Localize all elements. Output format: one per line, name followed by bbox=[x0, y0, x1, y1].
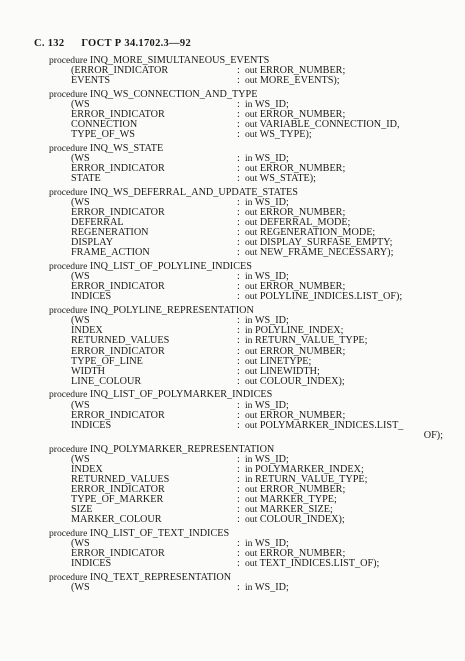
parameter-mode: out bbox=[245, 207, 258, 219]
parameter-type: DISPLAY_SURFASE_EMPTY; bbox=[259, 237, 393, 249]
parameter-mode: in bbox=[245, 453, 253, 465]
parameter-type: WS_ID; bbox=[254, 315, 289, 327]
parameter-type: ERROR_NUMBER; bbox=[259, 65, 346, 77]
colon-separator: : bbox=[237, 483, 240, 495]
colon-separator: : bbox=[237, 227, 240, 239]
colon-separator: : bbox=[237, 537, 240, 549]
parameter-mode: out bbox=[245, 494, 258, 505]
parameter-spec bbox=[245, 377, 345, 387]
procedure-keyword: procedure bbox=[49, 571, 88, 583]
parameter-mode: out bbox=[245, 409, 258, 421]
colon-separator: : bbox=[237, 65, 240, 77]
parameter-spec bbox=[245, 421, 403, 431]
parameter-type: WS_STATE); bbox=[259, 173, 316, 185]
parameter-type: RETURN_VALUE_TYPE; bbox=[255, 473, 368, 485]
parameter-mode: in bbox=[245, 399, 253, 411]
parameter-mode: in bbox=[245, 581, 253, 593]
procedure-name: INQ_LIST_OF_POLYMARKER_INDICES bbox=[89, 389, 273, 401]
parameter-name: (WS bbox=[71, 315, 90, 327]
parameter-spec bbox=[245, 76, 340, 86]
procedure-keyword: procedure bbox=[49, 55, 88, 66]
parameter-type: ERROR_NUMBER; bbox=[259, 207, 346, 219]
colon-separator: : bbox=[237, 271, 240, 283]
colon-separator: : bbox=[237, 365, 240, 377]
parameter-spec bbox=[245, 515, 345, 525]
parameter-mode: out bbox=[245, 129, 258, 141]
parameter-row bbox=[49, 292, 449, 302]
colon-separator: : bbox=[237, 281, 240, 293]
colon-separator: : bbox=[237, 463, 240, 475]
parameter-mode: out bbox=[245, 163, 258, 175]
colon-separator: : bbox=[237, 325, 240, 337]
parameter-mode: out bbox=[245, 173, 258, 185]
colon-separator: : bbox=[237, 153, 240, 165]
parameter-name: (WS bbox=[71, 581, 90, 593]
parameter-mode: in bbox=[245, 197, 253, 208]
colon-separator: : bbox=[237, 291, 240, 303]
parameter-name: DEFERRAL bbox=[71, 217, 124, 229]
colon-separator: : bbox=[237, 207, 240, 219]
parameter-spec bbox=[245, 559, 379, 569]
line-continuation: OF); bbox=[423, 429, 443, 441]
parameter-mode: in bbox=[245, 271, 253, 283]
parameter-mode: out bbox=[245, 75, 258, 87]
procedure-block bbox=[49, 90, 449, 140]
parameter-row bbox=[49, 130, 449, 140]
procedure-block bbox=[49, 390, 449, 440]
parameter-spec bbox=[245, 174, 316, 184]
parameter-mode: out bbox=[245, 217, 258, 229]
procedure-block bbox=[49, 262, 449, 302]
parameter-name: TYPE_OF_LINE bbox=[71, 355, 143, 367]
parameter-mode: out bbox=[245, 109, 258, 121]
colon-separator: : bbox=[237, 98, 240, 110]
parameter-type: WS_ID; bbox=[254, 581, 289, 593]
parameter-name: FRAME_ACTION bbox=[71, 247, 150, 259]
parameter-type: MARKER_SIZE; bbox=[259, 504, 333, 516]
parameter-row bbox=[49, 76, 449, 86]
parameter-name: ERROR_INDICATOR bbox=[71, 109, 165, 121]
parameter-name: (WS bbox=[71, 453, 90, 465]
procedure-block bbox=[49, 306, 449, 387]
parameter-mode: out bbox=[245, 355, 258, 367]
parameter-type: POLYMARKER_INDEX; bbox=[255, 463, 364, 475]
parameter-row bbox=[49, 248, 449, 258]
parameter-name: INDICES bbox=[71, 291, 112, 303]
page-header bbox=[34, 38, 191, 49]
parameter-spec bbox=[245, 130, 312, 140]
parameter-name: (WS bbox=[71, 537, 90, 549]
colon-separator: : bbox=[237, 581, 240, 593]
parameter-name: ERROR_INDICATOR bbox=[71, 163, 165, 175]
colon-separator: : bbox=[237, 109, 240, 121]
procedure-name: INQ_WS_STATE bbox=[89, 142, 164, 154]
parameter-row bbox=[49, 559, 449, 569]
colon-separator: : bbox=[237, 237, 240, 249]
parameter-name: REGENERATION bbox=[71, 227, 149, 239]
parameter-type: MORE_EVENTS); bbox=[259, 75, 340, 87]
parameter-spec bbox=[245, 292, 402, 302]
colon-separator: : bbox=[237, 75, 240, 87]
colon-separator: : bbox=[237, 217, 240, 229]
colon-separator: : bbox=[237, 514, 240, 526]
parameter-type: COLOUR_INDEX); bbox=[259, 375, 345, 387]
parameter-type: WS_ID; bbox=[254, 271, 289, 283]
parameter-mode: out bbox=[245, 119, 258, 131]
parameter-type: ERROR_NUMBER; bbox=[259, 281, 346, 293]
parameter-type: POLYLINE_INDICES.LIST_OF); bbox=[259, 291, 403, 303]
colon-separator: : bbox=[237, 163, 240, 175]
parameter-type: ERROR_NUMBER; bbox=[259, 409, 346, 421]
colon-separator: : bbox=[237, 345, 240, 357]
parameter-type: WS_ID; bbox=[254, 153, 289, 165]
parameter-name: ERROR_INDICATOR bbox=[71, 345, 165, 357]
parameter-mode: out bbox=[245, 227, 258, 239]
parameter-name: WIDTH bbox=[71, 365, 105, 377]
procedure-listing bbox=[49, 56, 449, 597]
parameter-type: VARIABLE_CONNECTION_ID, bbox=[259, 119, 400, 131]
parameter-name: (WS bbox=[71, 399, 90, 411]
parameter-type: COLOUR_INDEX); bbox=[259, 514, 345, 526]
parameter-name: ERROR_INDICATOR bbox=[71, 483, 165, 495]
parameter-mode: in bbox=[245, 315, 253, 327]
parameter-name: INDEX bbox=[71, 325, 103, 337]
parameter-type: WS_ID; bbox=[254, 537, 289, 549]
parameter-mode: in bbox=[245, 325, 253, 337]
procedure-name: INQ_MORE_SIMULTANEOUS_EVENTS bbox=[89, 55, 270, 66]
parameter-name: (ERROR_INDICATOR bbox=[71, 65, 169, 77]
parameter-name: INDEX bbox=[71, 463, 103, 475]
colon-separator: : bbox=[237, 247, 240, 259]
procedure-name: INQ_POLYMARKER_REPRESENTATION bbox=[89, 443, 275, 455]
parameter-mode: in bbox=[245, 153, 253, 165]
parameter-mode: out bbox=[245, 375, 258, 387]
parameter-type: RETURN_VALUE_TYPE; bbox=[255, 335, 368, 347]
procedure-block bbox=[49, 573, 449, 593]
colon-separator: : bbox=[237, 129, 240, 141]
colon-separator: : bbox=[237, 494, 240, 505]
parameter-mode: out bbox=[245, 345, 258, 357]
parameter-name: ERROR_INDICATOR bbox=[71, 409, 165, 421]
parameter-mode: out bbox=[245, 65, 258, 77]
colon-separator: : bbox=[237, 504, 240, 516]
parameter-mode: out bbox=[245, 237, 258, 249]
parameter-type: ERROR_NUMBER; bbox=[259, 163, 346, 175]
parameter-mode: in bbox=[245, 335, 253, 347]
parameter-mode: in bbox=[245, 98, 253, 110]
parameter-row bbox=[49, 174, 449, 184]
parameter-name: ERROR_INDICATOR bbox=[71, 281, 165, 293]
parameter-name: EVENTS bbox=[71, 75, 111, 87]
parameter-name: TYPE_OF_WS bbox=[71, 129, 135, 141]
colon-separator: : bbox=[237, 315, 240, 327]
parameter-mode: out bbox=[245, 247, 258, 259]
parameter-mode: out bbox=[245, 291, 258, 303]
colon-separator: : bbox=[237, 419, 240, 431]
parameter-name: INDICES bbox=[71, 558, 112, 570]
parameter-row bbox=[49, 583, 449, 593]
parameter-mode: out bbox=[245, 548, 258, 560]
procedure-keyword: procedure bbox=[49, 142, 88, 154]
parameter-name: STATE bbox=[71, 173, 101, 185]
procedure-keyword: procedure bbox=[49, 389, 88, 401]
procedure-name: INQ_LIST_OF_POLYLINE_INDICES bbox=[89, 261, 252, 273]
parameter-name: (WS bbox=[71, 153, 90, 165]
procedure-keyword: procedure bbox=[49, 305, 88, 317]
procedure-block bbox=[49, 56, 449, 86]
colon-separator: : bbox=[237, 375, 240, 387]
parameter-spec bbox=[245, 248, 393, 258]
colon-separator: : bbox=[237, 453, 240, 465]
procedure-name: INQ_WS_DEFERRAL_AND_UPDATE_STATES bbox=[89, 186, 298, 198]
parameter-type: ERROR_NUMBER; bbox=[259, 109, 346, 121]
procedure-name: INQ_POLYLINE_REPRESENTATION bbox=[89, 305, 254, 317]
parameter-mode: in bbox=[245, 473, 253, 485]
colon-separator: : bbox=[237, 335, 240, 347]
page-number: С. 132 bbox=[34, 38, 65, 49]
parameter-type: ERROR_NUMBER; bbox=[259, 483, 346, 495]
parameter-type: WS_ID; bbox=[254, 399, 289, 411]
colon-separator: : bbox=[237, 173, 240, 185]
procedure-keyword: procedure bbox=[49, 261, 88, 273]
parameter-type: WS_ID; bbox=[254, 197, 289, 208]
procedure-keyword: procedure bbox=[49, 88, 88, 100]
parameter-row bbox=[49, 421, 449, 431]
parameter-mode: in bbox=[245, 463, 253, 475]
parameter-type: POLYLINE_INDEX; bbox=[255, 325, 344, 337]
parameter-name: SIZE bbox=[71, 504, 93, 516]
parameter-name: TYPE_OF_MARKER bbox=[71, 494, 164, 505]
colon-separator: : bbox=[237, 473, 240, 485]
parameter-spec bbox=[245, 583, 289, 593]
parameter-mode: out bbox=[245, 281, 258, 293]
parameter-type: ERROR_NUMBER; bbox=[259, 548, 346, 560]
procedure-keyword: procedure bbox=[49, 527, 88, 539]
parameter-type: WS_ID; bbox=[254, 453, 289, 465]
parameter-type: REGENERATION_MODE; bbox=[259, 227, 376, 239]
parameter-name: (WS bbox=[71, 271, 90, 283]
parameter-mode: out bbox=[245, 419, 258, 431]
procedure-block bbox=[49, 445, 449, 526]
parameter-type: NEW_FRAME_NECESSARY); bbox=[259, 247, 394, 259]
parameter-type: LINETYPE; bbox=[259, 355, 312, 367]
colon-separator: : bbox=[237, 409, 240, 421]
parameter-name: ERROR_INDICATOR bbox=[71, 548, 165, 560]
parameter-name: (WS bbox=[71, 98, 90, 110]
colon-separator: : bbox=[237, 548, 240, 560]
procedure-name: INQ_TEXT_REPRESENTATION bbox=[89, 571, 232, 583]
procedure-keyword: procedure bbox=[49, 443, 88, 455]
parameter-name: LINE_COLOUR bbox=[71, 375, 142, 387]
standard-title: ГОСТ Р 34.1702.3—92 bbox=[81, 38, 191, 49]
parameter-mode: out bbox=[245, 514, 258, 526]
parameter-mode: out bbox=[245, 504, 258, 516]
colon-separator: : bbox=[237, 355, 240, 367]
colon-separator: : bbox=[237, 119, 240, 131]
procedure-keyword: procedure bbox=[49, 186, 88, 198]
parameter-type: POLYMARKER_INDICES.LIST_ bbox=[259, 419, 404, 431]
parameter-type: MARKER_TYPE; bbox=[259, 494, 337, 505]
parameter-name: RETURNED_VALUES bbox=[71, 335, 170, 347]
parameter-name: DISPLAY bbox=[71, 237, 114, 249]
parameter-type: ERROR_NUMBER; bbox=[259, 345, 346, 357]
parameter-row bbox=[49, 515, 449, 525]
parameter-type: LINEWIDTH; bbox=[259, 365, 320, 377]
parameter-mode: out bbox=[245, 558, 258, 570]
colon-separator: : bbox=[237, 197, 240, 208]
parameter-mode: in bbox=[245, 537, 253, 549]
procedure-block bbox=[49, 144, 449, 184]
parameter-name: (WS bbox=[71, 197, 90, 208]
colon-separator: : bbox=[237, 558, 240, 570]
parameter-row bbox=[49, 377, 449, 387]
procedure-name: INQ_LIST_OF_TEXT_INDICES bbox=[89, 527, 230, 539]
parameter-mode: out bbox=[245, 483, 258, 495]
parameter-mode: out bbox=[245, 365, 258, 377]
parameter-name: MARKER_COLOUR bbox=[71, 514, 162, 526]
parameter-name: RETURNED_VALUES bbox=[71, 473, 170, 485]
parameter-name: INDICES bbox=[71, 419, 112, 431]
procedure-block bbox=[49, 529, 449, 569]
parameter-type: DEFERRAL_MODE; bbox=[259, 217, 351, 229]
procedure-name: INQ_WS_CONNECTION_AND_TYPE bbox=[89, 88, 258, 100]
parameter-name: CONNECTION bbox=[71, 119, 138, 131]
colon-separator: : bbox=[237, 399, 240, 411]
parameter-type: WS_TYPE); bbox=[259, 129, 312, 141]
parameter-name: ERROR_INDICATOR bbox=[71, 207, 165, 219]
parameter-type: WS_ID; bbox=[254, 98, 289, 110]
parameter-type: TEXT_INDICES.LIST_OF); bbox=[259, 558, 380, 570]
procedure-block bbox=[49, 188, 449, 259]
